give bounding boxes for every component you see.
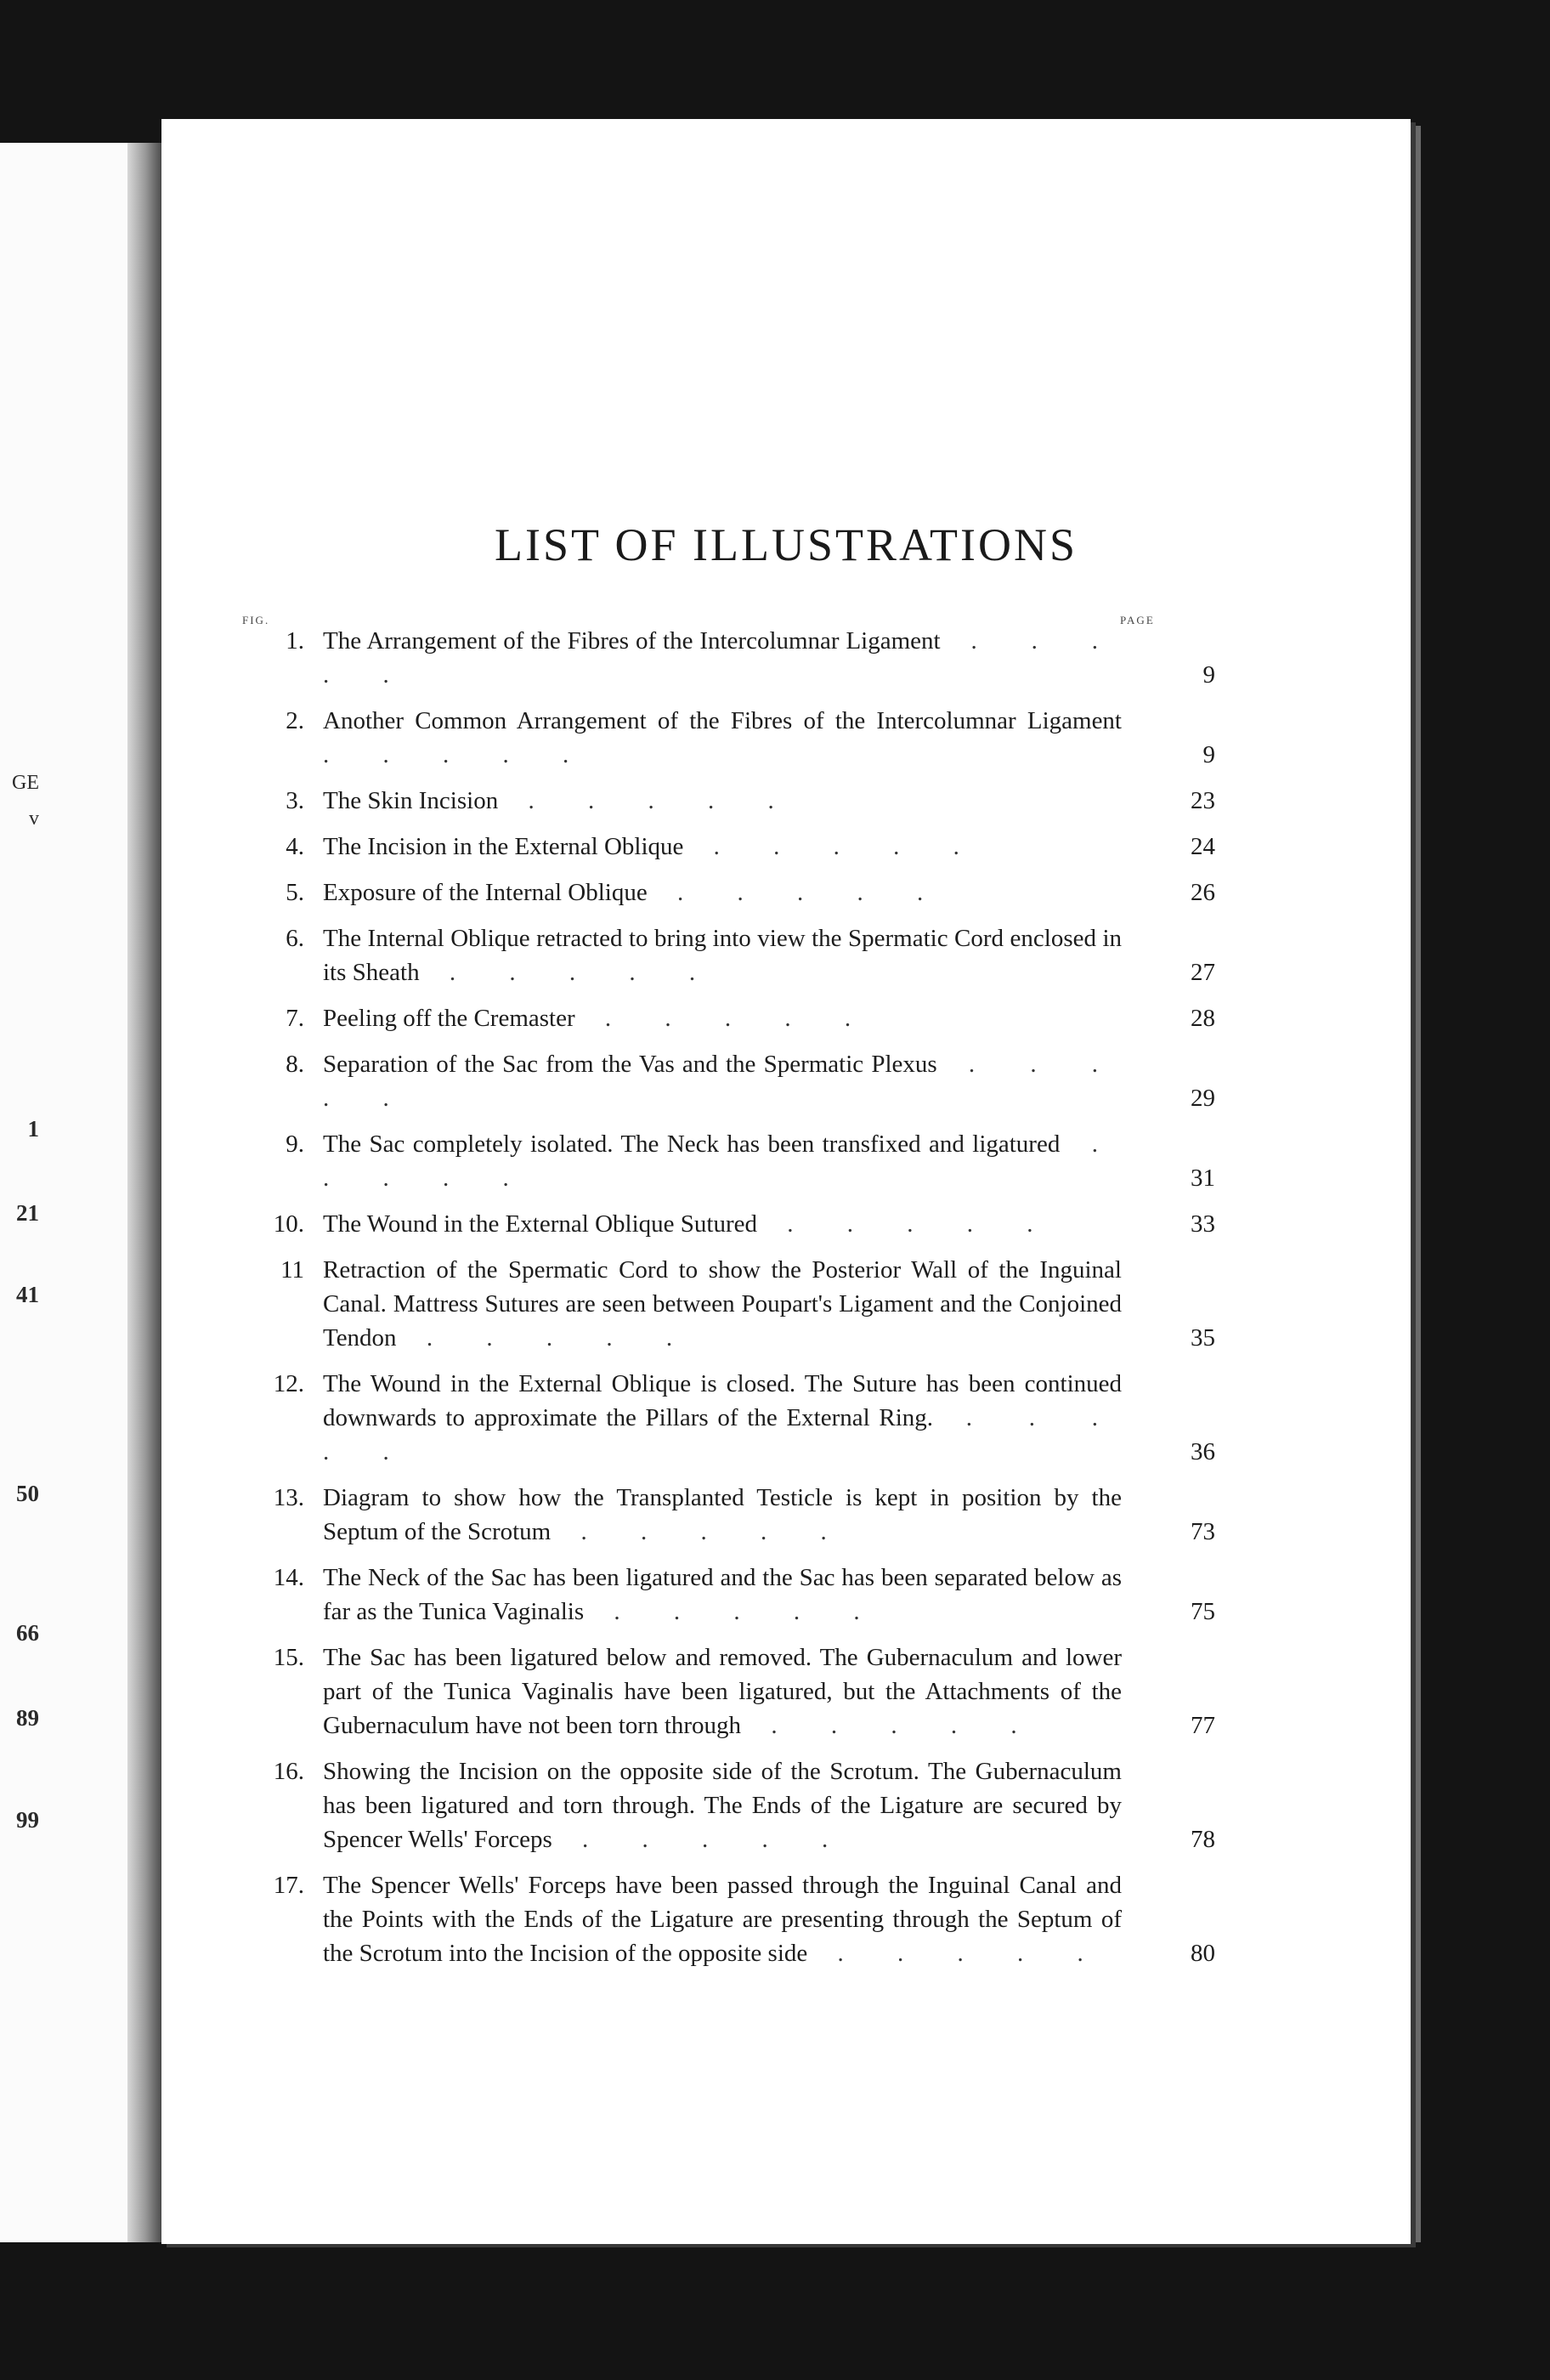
figure-caption: [323, 1561, 1122, 1629]
figure-caption-text: Retraction of the Spermatic Cord to show the Posterior Wall of the Inguinal Canal. Mattress Sutures are seen between Poupart's Ligament and the Conjoined Tendon: [323, 1256, 1122, 1352]
page-number: 73: [1191, 1518, 1215, 1545]
dot-leader: . . . . .: [323, 1130, 1122, 1192]
figure-caption: [323, 1481, 1122, 1549]
figure-caption: [323, 1640, 1122, 1742]
figure-caption: [323, 1754, 1122, 1856]
dot-leader: . . . . .: [323, 1404, 1123, 1465]
figure-caption: [323, 704, 1122, 772]
figure-caption: [323, 1001, 1122, 1035]
figure-number: 10.: [273, 1210, 304, 1238]
page-number: 35: [1191, 1324, 1215, 1352]
page-number: 28: [1191, 1005, 1215, 1032]
list-item: [246, 704, 1351, 772]
left-page-number: 1: [27, 1116, 39, 1142]
figure-caption-text: The Neck of the Sac has been ligatured and the Sac has been separated below as far as the Tunica Vaginalis: [323, 1564, 1122, 1625]
figure-number: 1.: [286, 627, 304, 654]
list-item: [246, 876, 1351, 910]
figure-number: 2.: [286, 707, 304, 734]
list-item: [246, 1640, 1351, 1742]
fig-column-header: FIG.: [242, 614, 270, 626]
page-number: 27: [1191, 959, 1215, 986]
figure-caption-text: The Wound in the External Oblique is closed. The Suture has been continued downwards to approximate the Pillars of the External Ring.: [323, 1370, 1122, 1431]
page-number: 9: [1202, 741, 1215, 768]
page-number: 33: [1191, 1210, 1215, 1238]
figure-number: 9.: [286, 1130, 304, 1158]
figure-number: 7.: [286, 1005, 304, 1032]
list-item: [246, 1253, 1351, 1355]
figure-caption-text: The Arrangement of the Fibres of the Intercolumnar Ligament: [323, 627, 941, 654]
dot-leader: . . . . .: [584, 1598, 884, 1625]
figure-caption-text: The Wound in the External Oblique Sutured: [323, 1210, 757, 1238]
figure-caption: [323, 1367, 1122, 1469]
figure-caption-text: The Spencer Wells' Forceps have been passed through the Inguinal Canal and the Points with the Ends of the Ligature are presenting through the Septum of the Scrotum into the Incision of the opposite side: [323, 1872, 1122, 1967]
list-item: [246, 784, 1351, 818]
dot-leader: . . . . .: [419, 959, 720, 986]
left-facing-page: [0, 143, 136, 2242]
dot-leader: . . . . .: [323, 741, 593, 768]
figure-number: 6.: [286, 925, 304, 952]
list-item: [246, 1754, 1351, 1856]
figure-number: 4.: [286, 833, 304, 860]
figure-caption: [323, 876, 1122, 910]
figure-number: 13.: [273, 1484, 304, 1511]
page-number: 31: [1191, 1164, 1215, 1192]
figure-number: 3.: [286, 787, 304, 814]
left-page-header: GE: [12, 772, 39, 794]
dot-leader: . . . . .: [323, 627, 1123, 688]
list-item: [246, 624, 1351, 692]
figure-number: 5.: [286, 879, 304, 906]
figure-number: 15.: [273, 1644, 304, 1671]
dot-leader: . . . . .: [807, 1940, 1107, 1967]
figure-caption-text: The Internal Oblique retracted to bring into view the Spermatic Cord enclosed in its Sheath: [323, 925, 1122, 986]
left-page-number: 50: [16, 1481, 39, 1506]
figure-caption: [323, 1253, 1122, 1355]
dot-leader: . . . . .: [683, 833, 983, 860]
figure-caption: [323, 1207, 1122, 1241]
list-item: [246, 1047, 1351, 1115]
figure-caption-text: Showing the Incision on the opposite side of the Scrotum. The Gubernaculum has been ligatured and torn through. The Ends of the Ligature are secured by Spencer Wells' Forceps: [323, 1758, 1122, 1853]
left-page-number: 99: [16, 1807, 39, 1833]
figure-number: 8.: [286, 1051, 304, 1078]
figure-caption: [323, 784, 1122, 818]
left-page-number: 89: [16, 1705, 39, 1731]
list-item: [246, 1367, 1351, 1469]
list-item: [246, 1207, 1351, 1241]
dot-leader: . . . . .: [647, 879, 948, 906]
figure-caption: [323, 1868, 1122, 1970]
page-number: 77: [1191, 1712, 1215, 1739]
list-item: [246, 1868, 1351, 1970]
page-number: 36: [1191, 1438, 1215, 1465]
dot-leader: . . . . .: [574, 1005, 875, 1032]
page-number: 26: [1191, 879, 1215, 906]
figure-caption-text: Diagram to show how the Transplanted Testicle is kept in position by the Septum of the Scrotum: [323, 1484, 1122, 1545]
figure-caption-text: The Incision in the External Oblique: [323, 833, 684, 860]
figure-number: 17.: [273, 1872, 304, 1899]
list-item: [246, 1561, 1351, 1629]
figure-caption: [323, 1047, 1122, 1115]
left-page-roman: v: [29, 808, 39, 830]
figure-number: 12.: [273, 1370, 304, 1397]
dot-leader: . . . . .: [323, 1051, 1123, 1112]
page-number: 24: [1191, 833, 1215, 860]
page-title: LIST OF ILLUSTRATIONS: [494, 519, 1078, 570]
page-number: 29: [1191, 1085, 1215, 1112]
figure-number: 14.: [273, 1564, 304, 1591]
figure-number: 16.: [273, 1758, 304, 1785]
left-page-margin: [0, 143, 39, 2242]
left-page-number: 21: [16, 1200, 39, 1226]
list-item: [246, 921, 1351, 989]
list-item: [246, 1481, 1351, 1549]
figure-caption-text: Another Common Arrangement of the Fibres of the Intercolumnar Ligament: [323, 707, 1122, 734]
page-number: 80: [1191, 1940, 1215, 1967]
figure-caption: [323, 1127, 1122, 1195]
list-item: [246, 1127, 1351, 1195]
dot-leader: . . . . .: [756, 1210, 1057, 1238]
list-of-illustrations-page: [161, 119, 1411, 2244]
list-item: [246, 1001, 1351, 1035]
illustrations-list: [246, 624, 1351, 1982]
dot-leader: . . . . .: [396, 1324, 697, 1352]
figure-caption-text: The Sac completely isolated. The Neck has been transfixed and ligatured: [323, 1130, 1061, 1158]
page-number: 23: [1191, 787, 1215, 814]
figure-caption: [323, 921, 1122, 989]
figure-number: 11: [280, 1256, 304, 1284]
left-page-number: 41: [16, 1282, 39, 1307]
figure-caption: [323, 624, 1122, 692]
figure-caption-text: Exposure of the Internal Oblique: [323, 879, 648, 906]
page-column-header: PAGE: [1120, 614, 1155, 626]
dot-leader: . . . . .: [552, 1826, 852, 1853]
dot-leader: . . . . .: [551, 1518, 851, 1545]
figure-caption-text: The Skin Incision: [323, 787, 499, 814]
figure-caption: [323, 830, 1122, 864]
figure-caption-text: The Sac has been ligatured below and removed. The Gubernaculum and lower part of the Tunica Vaginalis have been ligatured, but the Attachments of the Gubernaculum have not been torn through: [323, 1644, 1122, 1739]
dot-leader: . . . . .: [741, 1712, 1041, 1739]
page-number: 75: [1191, 1598, 1215, 1625]
page-number: 9: [1202, 661, 1215, 688]
figure-caption-text: Separation of the Sac from the Vas and the Spermatic Plexus: [323, 1051, 937, 1078]
page-number: 78: [1191, 1826, 1215, 1853]
list-item: [246, 830, 1351, 864]
page-edge-shadow: [1411, 126, 1421, 2242]
dot-leader: . . . . .: [498, 787, 798, 814]
figure-caption-text: Peeling off the Cremaster: [323, 1005, 575, 1032]
left-page-number: 66: [16, 1620, 39, 1646]
